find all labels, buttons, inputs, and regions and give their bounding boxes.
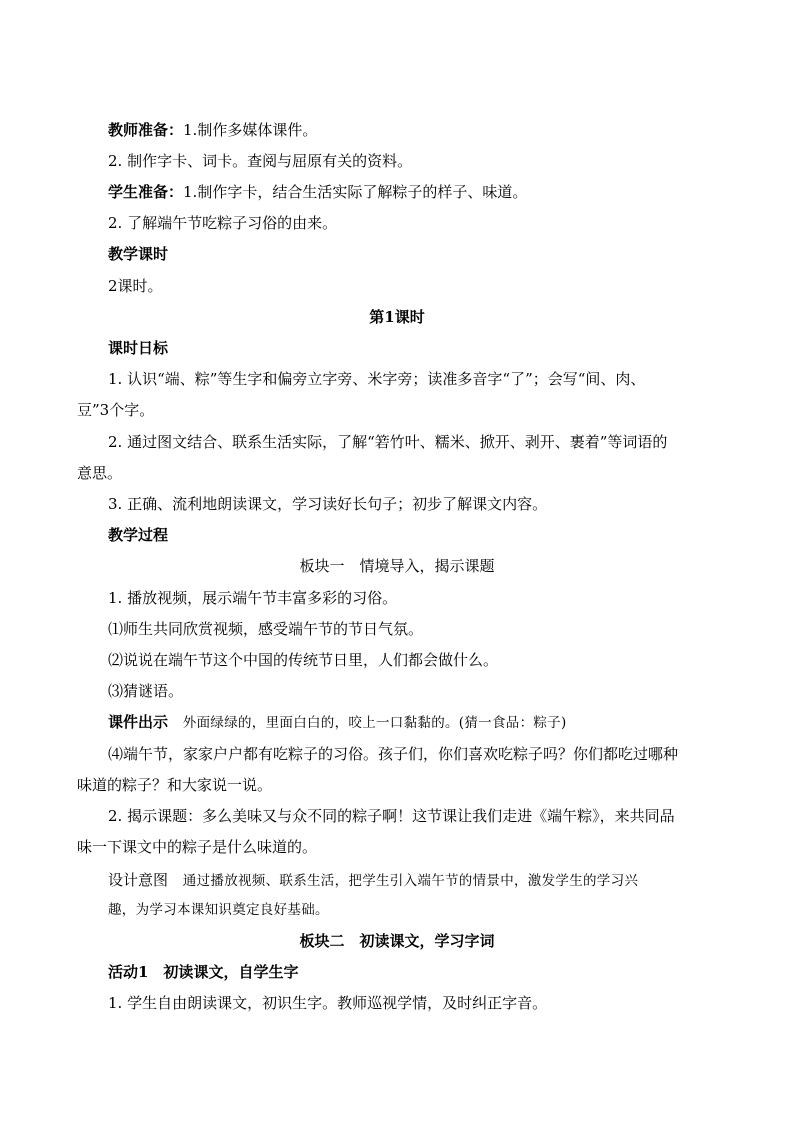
block2-title: 板块二 初读课文，学习字词: [299, 932, 495, 950]
block1-step1-2: ⑵说说在端午节这个中国的传统节日里，人们都会做什么。: [108, 651, 499, 669]
objective-1b: 豆”3个字。: [77, 401, 155, 419]
block1-title: 板块一 情境导入，揭示课题: [299, 557, 495, 575]
teacher-prep-label: 教师准备：: [108, 121, 184, 139]
class-hours-text: 2课时。: [108, 277, 163, 295]
student-prep-item2: 2. 了解端午节吃粽子习俗的由来。: [108, 214, 338, 232]
block1-step1-3: ⑶猜谜语。: [108, 682, 184, 700]
objective-3: 3. 正确、流利地朗读课文，学习读好长句子；初步了解课文内容。: [108, 495, 548, 513]
objective-2a: 2. 通过图文结合、联系生活实际，了解“箬竹叶、糯米、掀开、剥开、裹着”等词语的: [108, 433, 668, 451]
design-intent-text-b: 趣，为学习本课知识奠定良好基础。: [108, 902, 329, 918]
block1-step1-4a: ⑷端午节，家家户户都有吃粽子的习俗。孩子们，你们喜欢吃粽子吗？你们都吃过哪种: [108, 745, 679, 763]
activity1-label: 活动1 初读课文，自学生字: [108, 963, 299, 981]
objectives-heading: 课时日标: [108, 339, 169, 357]
block1-step2a: 2. 揭示课题：多么美味又与众不同的粽子啊！这节课让我们走进《端午粽》，来共同品: [108, 807, 675, 825]
student-prep-label: 学生准备：: [108, 183, 184, 201]
objective-1a: 1. 认识“端、粽”等生字和偏旁立字旁、米字旁；读准多音字“了”；会写“间、肉、: [108, 370, 646, 388]
process-heading: 教学过程: [108, 526, 169, 544]
design-intent-text-a: 通过播放视频、联系生活，把学生引入端午节的情景中，激发学生的学习兴: [182, 873, 639, 889]
design-intent-label: 设计意图: [108, 871, 169, 889]
teacher-prep-item1: 1.制作多媒体课件。: [183, 121, 318, 139]
design-intent-line1: [0, 870, 794, 891]
teacher-prep-item2: 2. 制作字卡、词卡。查阅与屈原有关的资料。: [108, 152, 413, 170]
student-prep-line1: [0, 182, 794, 202]
courseware-label: 课件出示: [108, 713, 169, 731]
student-prep-item1: 1.制作字卡，结合生活实际了解粽子的样子、味道。: [183, 183, 528, 201]
teacher-prep-line1: [0, 120, 794, 140]
block1-step1-4b: 味道的粽子？和大家说一说。: [77, 776, 273, 794]
activity1-step1: 1. 学生自由朗读课文，初识生字。教师巡视学情，及时纠正字音。: [108, 994, 548, 1012]
block1-step1-1: ⑴师生共同欣赏视频，感受端午节的节日气氛。: [108, 620, 424, 638]
block1-step1: 1. 播放视频，展示端午节丰富多彩的习俗。: [108, 589, 398, 607]
lesson1-title: 第1课时: [369, 308, 425, 326]
courseware-line: [0, 712, 794, 733]
courseware-text: 外面绿绿的，里面白白的，咬上一口黏黏的。(猜一食品：粽子): [182, 715, 567, 731]
objective-2b: 意思。: [77, 464, 123, 482]
block1-step2b: 味一下课文中的粽子是什么味道的。: [77, 838, 318, 856]
class-hours-heading: 教学课时: [108, 245, 169, 263]
